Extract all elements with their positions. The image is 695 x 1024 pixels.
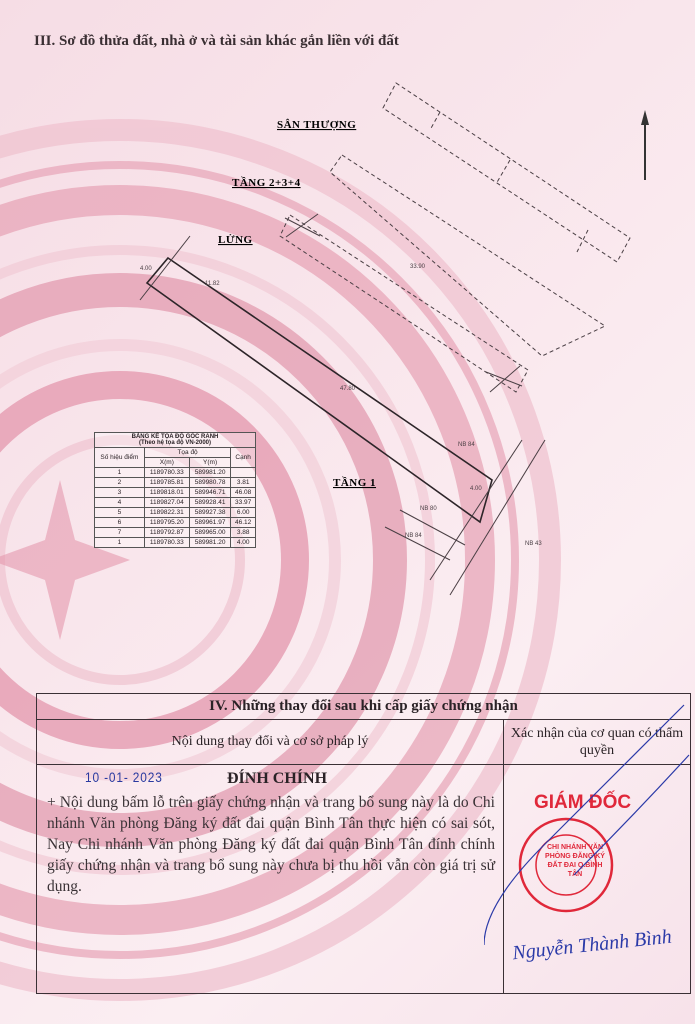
cell-edge: 6.00 [231,508,256,518]
cell-y: 589927.38 [189,508,230,518]
coordinate-table [94,432,256,548]
dimension-label: 33.90 [410,264,426,270]
signature: Nguyễn Thành Bình [511,925,673,965]
cell-point: 1 [95,468,145,478]
section3-title: III. Sơ đồ thửa đất, nhà ở và tài sản khác gắn liền với đất [34,33,399,49]
col-y: Y(m) [189,458,230,468]
neighbor-label: NB 80 [420,506,437,512]
neighbor-label: NB 43 [525,541,542,547]
table-row [95,538,256,548]
north-arrow-icon [641,110,649,180]
cell-edge: 3.88 [231,528,256,538]
col-point: Số hiệu điểm [95,448,145,468]
cell-x: 1189780.33 [144,468,189,478]
col-x: X(m) [144,458,189,468]
neighbor-label: NB 84 [458,442,475,448]
label-san-thuong: SÂN THƯỢNG [277,119,357,131]
table-row [95,488,256,498]
cell-edge: 46.08 [231,488,256,498]
cell-x: 1189827.04 [144,498,189,508]
cell-edge: 33.97 [231,498,256,508]
table-subtitle: (Theo hệ tọa độ VN-2000) [138,440,211,446]
label-tang-234: TẦNG 2+3+4 [232,177,301,189]
cell-x: 1189822.31 [144,508,189,518]
cell-y: 589946.71 [189,488,230,498]
cell-edge: 4.00 [231,538,256,548]
dimension-label: 47.80 [340,386,356,392]
cell-point: 1 [95,538,145,548]
col-authority: Xác nhận của cơ quan có thẩm quyền [510,726,684,758]
correction-content: + Nội dung bấm lỗ trên giấy chứng nhận và trang bổ sung này là do Chi nhánh Văn phòng Đăng ký đất đai quận Bình Tân thực hiện có sai sót, Nay Chi nhánh Văn phòng Đăng ký đất đai quận Bình Tân đính chính giấy chứng nhận và trang bổ sung này chưa bị thu hồi vẫn còn giá trị sử dụng. [47,794,495,895]
cell-point: 5 [95,508,145,518]
cell-point: 4 [95,498,145,508]
dimension-label: 11.82 [205,281,220,287]
col-edge: Cạnh [231,448,256,468]
tang-234-outline [330,155,605,356]
cell-y: 589981.20 [189,538,230,548]
col-coord: Tọa độ [144,448,231,458]
section4-changes [36,693,691,994]
signer-title: GIÁM ĐỐC [534,792,632,813]
cell-x: 1189818.01 [144,488,189,498]
cell-x: 1189785.81 [144,478,189,488]
neighbor-label: NB 84 [405,533,422,539]
col-change-content: Nội dung thay đổi và cơ sở pháp lý [37,720,504,764]
cell-y: 589965.00 [189,528,230,538]
table-row [95,498,256,508]
seal-text: CHI NHÁNH VĂN PHÒNG ĐĂNG KÝ ĐẤT ĐAI Q.BÌNH TÂN [545,844,605,878]
cell-y: 589928.41 [189,498,230,508]
section4-title: IV. Những thay đổi sau khi cấp giấy chứng nhận [37,694,690,720]
table-row [95,518,256,528]
cell-edge [231,468,256,478]
table-row [95,528,256,538]
table-row [95,508,256,518]
cell-y: 589961.97 [189,518,230,528]
label-tang-1: TẦNG 1 [333,477,377,489]
dimension-label: 4.00 [140,266,152,272]
cell-x: 1189795.20 [144,518,189,528]
cell-y: 589981.20 [189,468,230,478]
stamp-date: 10 -01- 2023 [85,769,163,785]
cell-y: 589980.78 [189,478,230,488]
label-lung: LỬNG [218,234,253,246]
correction-heading: ĐÍNH CHÍNH [227,770,328,787]
cell-edge: 3.81 [231,478,256,488]
cell-point: 2 [95,478,145,488]
cell-point: 6 [95,518,145,528]
table-row [95,478,256,488]
cell-edge: 46.12 [231,518,256,528]
cell-x: 1189792.87 [144,528,189,538]
signature-pen-strokes [484,695,694,955]
cell-point: 3 [95,488,145,498]
dimension-label: 4.00 [470,486,482,492]
cell-point: 7 [95,528,145,538]
table-title: BẢNG KÊ TỌA ĐỘ GÓC RANH [131,434,219,440]
cell-x: 1189780.33 [144,538,189,548]
lung-outline [280,215,528,392]
table-row [95,468,256,478]
san-thuong-outline [383,83,630,262]
